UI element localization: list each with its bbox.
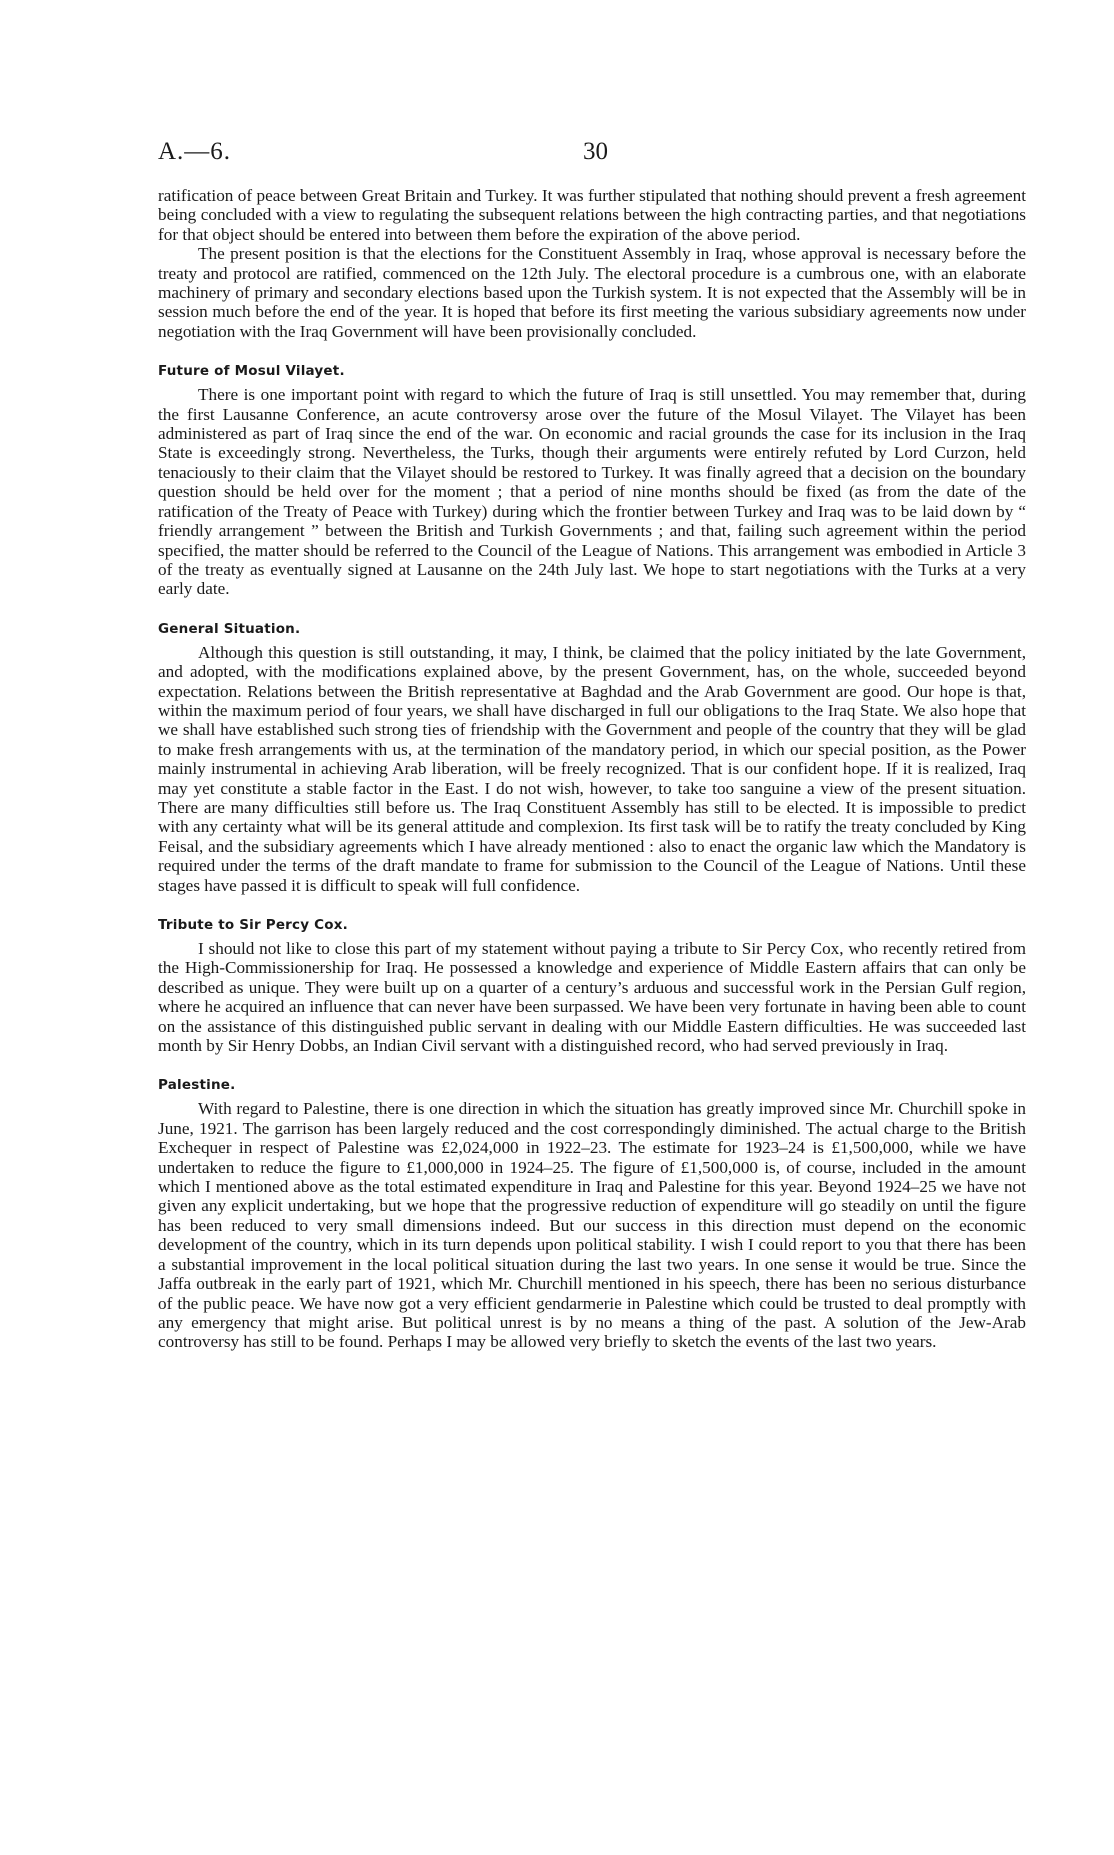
intro-paragraph-elections: The present position is that the elections for the Constituent Assembly in Iraq, whose approval is necessary before the treaty and protocol are ratified, commenced on the 12th July. The electoral procedure is a cumbrous one, with an elaborate machinery of primary and secondary elections based upon the Turkish system. It is not expected that the Assembly will be in session much before the end of the year. It is hoped that before its first meeting the various subsidiary agreements now under negotiation with the Iraq Government will have been provisionally concluded. [158,244,1026,341]
section-heading-mosul: Future of Mosul Vilayet. [158,363,345,380]
document-reference: A.—6. [158,138,232,165]
section-heading-general-situation: General Situation. [158,620,301,637]
tribute-paragraph: I should not like to close this part of my statement without paying a tribute to Sir Percy Cox, who recently retired from the High-Commissionership for Iraq. He possessed a knowledge and experience of Middle Eastern affairs that can only be described as unique. They were built up on a quarter of a century’s arduous and successful work in the Persian Gulf region, where he acquired an influence that can never have been surpassed. We have been very fortunate in having been able to count on the assistance of this distinguished public servant in dealing with our Middle Eastern difficulties. He was succeeded last month by Sir Henry Dobbs, an Indian Civil servant with a distinguished record, who had served previously in Iraq. [158,939,1026,1056]
mosul-paragraph: There is one important point with regard to which the future of Iraq is still unsettled. You may remember that, during the first Lausanne Conference, an acute controversy arose over the future of the Mosul Vilayet. The Vilayet has been administered as part of Iraq since the end of the war. On economic and racial grounds the case for its inclusion in the Iraq State is exceedingly strong. Nevertheless, the Turks, though their arguments were entirely refuted by Lord Curzon, held tenaciously to their claim that the Vilayet should be restored to Turkey. It was finally agreed that a decision on the boundary question should be held over for the moment ; that a period of nine months should be fixed (as from the date of the ratification of the Treaty of Peace with Turkey) during which the frontier between Turkey and Iraq was to be laid down by “ friendly arrangement ” between the British and Turkish Governments ; and that, failing such agreement within the period specified, the matter should be referred to the Council of the League of Nations. This arrangement was embodied in Article 3 of the treaty as eventually signed at Lausanne on the 24th July last. We hope to start negotiations with the Turks at a very early date. [158,385,1026,599]
page-header [158,138,1026,186]
intro-paragraph-continued: ratification of peace between Great Britain and Turkey. It was further stipulated that nothing should prevent a fresh agreement being concluded with a view to regulating the subsequent relations between the high contracting parties, and that negotiations for that object should be entered into between them before the expiration of the above period. [158,186,1026,244]
section-heading-tribute: Tribute to Sir Percy Cox. [158,917,348,933]
document-page [158,138,1026,1352]
general-situation-paragraph: Although this question is still outstanding, it may, I think, be claimed that the policy initiated by the late Government, and adopted, with the modifications explained above, by the present Government, has, on the whole, succeeded beyond expectation. Relations between the British representative at Baghdad and the Arab Government are good. Our hope is that, within the maximum period of four years, we shall have discharged in full our obligations to the Iraq State. We also hope that we shall have established such strong ties of friendship with the Government and people of the country that they will be glad to make fresh arrangements with us, at the termination of the mandatory period, in which our special position, as the Power mainly instrumental in achieving Arab liberation, will be freely recognized. That is our confident hope. If it is realized, Iraq may yet constitute a stable factor in the East. I do not wish, however, to take too sanguine a view of the present situation. There are many difficulties still before us. The Iraq Constituent Assembly has still to be elected. It is impossible to predict with any certainty what will be its general attitude and complexion. Its first task will be to ratify the treaty concluded by King Feisal, and the subsidiary agreements which I have already mentioned : also to enact the organic law which the Mandatory is required under the terms of the draft mandate to frame for submission to the Council of the League of Nations. Until these stages have passed it is difficult to speak will full confidence. [158,642,1026,895]
palestine-paragraph: With regard to Palestine, there is one direction in which the situation has greatly improved since Mr. Churchill spoke in June, 1921. The garrison has been largely reduced and the cost correspondingly diminished. The actual charge to the British Exchequer in respect of Palestine was £2,024,000 in 1922–23. The estimate for 1923–24 is £1,500,000, while we have undertaken to reduce the figure to £1,000,000 in 1924–25. The figure of £1,500,000 is, of course, included in the amount which I mentioned above as the total estimated expenditure in Iraq and Palestine for this year. Beyond 1924–25 we have not given any explicit undertaking, but we hope that the progressive reduction of expenditure will go steadily on until the figure has been reduced to very small dimensions indeed. But our success in this direction must depend on the economic development of the country, which in its turn depends upon political stability. I wish I could report to you that there has been a substantial improvement in the local political situation during the last two years. In one sense it would be true. Since the Jaffa outbreak in the early part of 1921, which Mr. Churchill mentioned in his speech, there has been no serious disturbance of the public peace. We have now got a very efficient gendarmerie in Palestine which could be trusted to deal promptly with any emergency that might arise. But political unrest is by no means a thing of the past. A solution of the Jew-Arab controversy has still to be found. Perhaps I may be allowed very briefly to sketch the events of the last two years. [158,1099,1026,1352]
section-heading-palestine: Palestine. [158,1077,236,1094]
page-number: 30 [583,138,608,165]
